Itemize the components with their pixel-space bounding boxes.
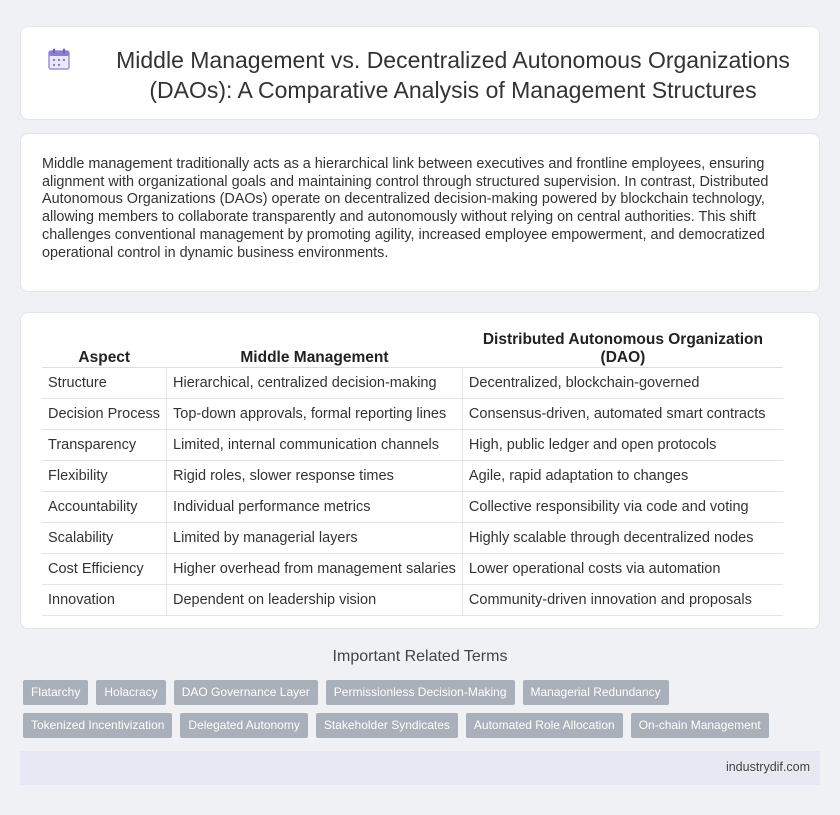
table-cell-aspect: Cost Efficiency: [42, 554, 167, 585]
tag-on-chain-management[interactable]: On-chain Management: [631, 713, 769, 738]
table-cell-dao: Lower operational costs via automation: [462, 554, 783, 585]
table-cell-middle: Limited by managerial layers: [167, 523, 463, 554]
table-cell-aspect: Decision Process: [42, 399, 167, 430]
table-cell-middle: Top-down approvals, formal reporting lines: [167, 399, 463, 430]
table-cell-dao: Consensus-driven, automated smart contracts: [462, 399, 783, 430]
table-cell-aspect: Accountability: [42, 492, 167, 523]
calendar-icon: [47, 47, 71, 71]
table-row: [42, 492, 783, 523]
table-cell-aspect: Innovation: [42, 585, 167, 616]
table-header-row: [42, 331, 783, 368]
table-cell-middle: Higher overhead from management salaries: [167, 554, 463, 585]
footer-site-link[interactable]: industrydif.com: [725, 760, 810, 774]
table-row: [42, 368, 783, 399]
table-cell-dao: Collective responsibility via code and voting: [462, 492, 783, 523]
header-card: [20, 26, 820, 120]
comparison-table-card: [20, 312, 820, 629]
tag-automated-role-allocation[interactable]: Automated Role Allocation: [466, 713, 623, 738]
table-cell-aspect: Flexibility: [42, 461, 167, 492]
comparison-table: [42, 331, 783, 616]
tag-permissionless-decision-making[interactable]: Permissionless Decision-Making: [326, 680, 515, 705]
table-cell-aspect: Structure: [42, 368, 167, 399]
table-row: [42, 523, 783, 554]
table-cell-dao: Community-driven innovation and proposals: [462, 585, 783, 616]
table-cell-middle: Individual performance metrics: [167, 492, 463, 523]
table-cell-dao: Highly scalable through decentralized nodes: [462, 523, 783, 554]
table-row: [42, 399, 783, 430]
intro-card: [20, 133, 820, 292]
tag-managerial-redundancy[interactable]: Managerial Redundancy: [523, 680, 669, 705]
table-cell-middle: Limited, internal communication channels: [167, 430, 463, 461]
table-cell-dao: Agile, rapid adaptation to changes: [462, 461, 783, 492]
tag-holacracy[interactable]: Holacracy: [96, 680, 165, 705]
table-row: [42, 430, 783, 461]
table-row: [42, 461, 783, 492]
related-terms-title: Important Related Terms: [332, 648, 508, 665]
related-terms-tags: [23, 680, 823, 738]
table-cell-aspect: Scalability: [42, 523, 167, 554]
table-cell-middle: Hierarchical, centralized decision-making: [167, 368, 463, 399]
table-cell-aspect: Transparency: [42, 430, 167, 461]
table-row: [42, 554, 783, 585]
table-cell-dao: High, public ledger and open protocols: [462, 430, 783, 461]
tag-dao-governance-layer[interactable]: DAO Governance Layer: [174, 680, 318, 705]
table-row: [42, 585, 783, 616]
table-cell-middle: Dependent on leadership vision: [167, 585, 463, 616]
tag-tokenized-incentivization[interactable]: Tokenized Incentivization: [23, 713, 172, 738]
table-cell-dao: Decentralized, blockchain-governed: [462, 368, 783, 399]
header-middle-management: Middle Management: [167, 331, 463, 368]
page-title: Middle Management vs. Decentralized Autonomous Organizations (DAOs): A Comparative Analysis of Management Structures: [116, 47, 790, 103]
tag-stakeholder-syndicates[interactable]: Stakeholder Syndicates: [316, 713, 458, 738]
tag-delegated-autonomy[interactable]: Delegated Autonomy: [180, 713, 307, 738]
tag-flatarchy[interactable]: Flatarchy: [23, 680, 88, 705]
header-aspect: Aspect: [42, 331, 167, 368]
table-cell-middle: Rigid roles, slower response times: [167, 461, 463, 492]
intro-paragraph: Middle management traditionally acts as a hierarchical link between executives and frontline employees, ensuring alignment with organizational goals and maintaining control through structured supervision. In contrast, Distributed Autonomous Organizations (DAOs) operate on decentralized decision-making powered by blockchain technology, allowing members to collaborate transparently and autonomously without relying on central authorities. This shift challenges conventional management by promoting agility, increased employee empowerment, and democratized operational control in dynamic business environments.: [42, 156, 769, 261]
header-dao: Distributed Autonomous Organization (DAO): [462, 331, 783, 368]
footer: [20, 751, 820, 785]
